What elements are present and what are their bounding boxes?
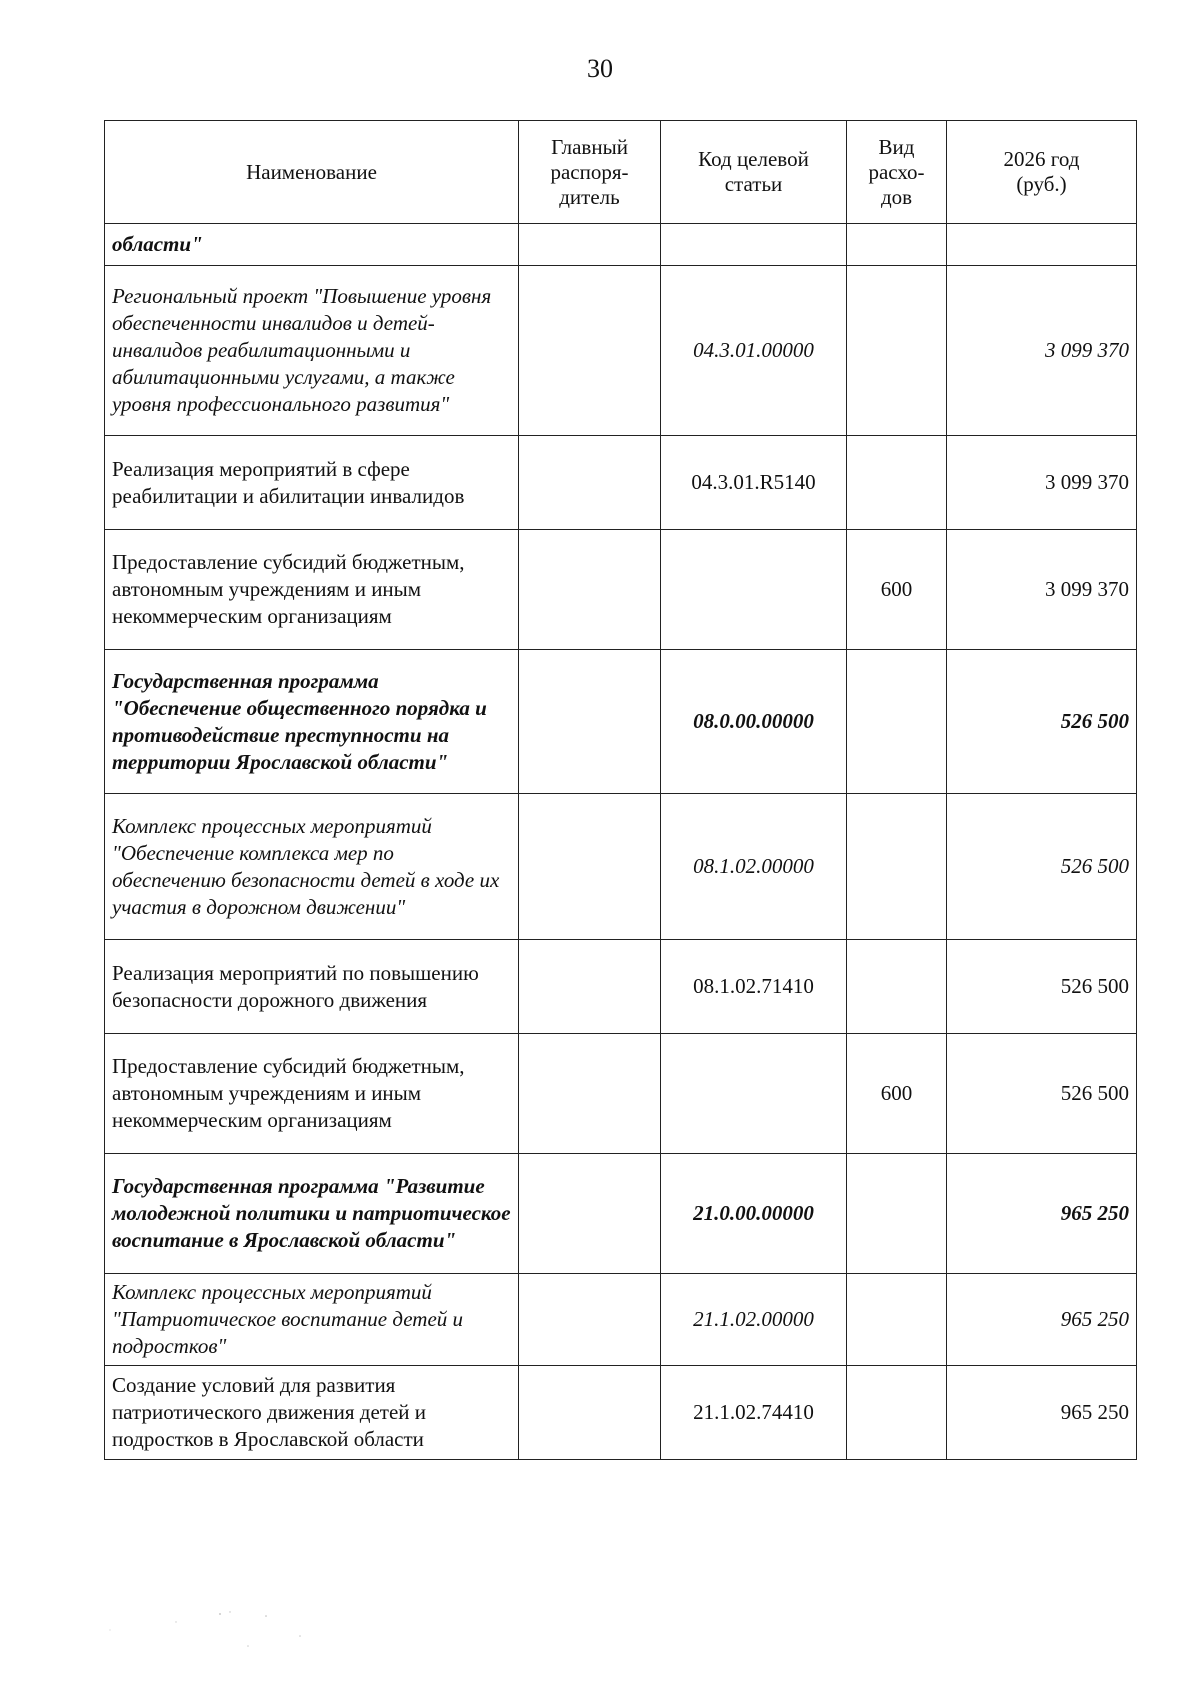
page-number: 30 — [587, 54, 613, 83]
cell-amount: 526 500 — [947, 940, 1137, 1034]
cell-code: 21.1.02.00000 — [661, 1274, 847, 1366]
cell-kind — [847, 1274, 947, 1366]
cell-manager — [519, 1154, 661, 1274]
cell-code: 21.1.02.74410 — [661, 1366, 847, 1460]
cell-amount: 3 099 370 — [947, 436, 1137, 530]
header-code — [661, 121, 847, 224]
cell-name: Создание условий для развития патриотического движения детей и подростков в Ярославской области — [105, 1366, 519, 1460]
table-header-row — [105, 121, 1137, 224]
cell-manager — [519, 940, 661, 1034]
cell-name: Реализация мероприятий в сфере реабилитации и абилитации инвалидов — [105, 436, 519, 530]
header-code-label: Код целевой статьи — [698, 147, 809, 196]
cell-manager — [519, 530, 661, 650]
cell-name: Региональный проект "Повышение уровня обеспеченности инвалидов и детей-инвалидов реабилитационными и абилитационными услугами, а также уровня профессионального развития" — [105, 266, 519, 436]
cell-manager — [519, 436, 661, 530]
table-row — [105, 940, 1137, 1034]
cell-amount: 965 250 — [947, 1366, 1137, 1460]
cell-code — [661, 224, 847, 266]
header-kind — [847, 121, 947, 224]
cell-amount: 526 500 — [947, 650, 1137, 794]
cell-name: Реализация мероприятий по повышению безопасности дорожного движения — [105, 940, 519, 1034]
cell-manager — [519, 1274, 661, 1366]
cell-kind — [847, 650, 947, 794]
header-manager-label: Главный распоря-дитель — [550, 134, 629, 209]
scan-specks — [80, 1600, 380, 1660]
budget-table — [104, 120, 1137, 1460]
cell-name: Комплекс процессных мероприятий "Патриотическое воспитание детей и подростков" — [105, 1274, 519, 1366]
cell-code: 08.0.00.00000 — [661, 650, 847, 794]
cell-code: 04.3.01.00000 — [661, 266, 847, 436]
cell-code — [661, 530, 847, 650]
cell-name: Предоставление субсидий бюджетным, автономным учреждениям и иным некоммерческим организациям — [105, 1034, 519, 1154]
cell-code: 08.1.02.71410 — [661, 940, 847, 1034]
cell-kind — [847, 266, 947, 436]
cell-manager — [519, 1366, 661, 1460]
cell-amount: 526 500 — [947, 1034, 1137, 1154]
table-row — [105, 1366, 1137, 1460]
table-row — [105, 1154, 1137, 1274]
cell-amount: 3 099 370 — [947, 266, 1137, 436]
cell-code: 04.3.01.R5140 — [661, 436, 847, 530]
table-row — [105, 1034, 1137, 1154]
cell-code: 08.1.02.00000 — [661, 794, 847, 940]
cell-manager — [519, 1034, 661, 1154]
cell-name: Государственная программа "Развитие молодежной политики и патриотическое воспитание в Ярославской области" — [105, 1154, 519, 1274]
cell-amount: 965 250 — [947, 1154, 1137, 1274]
header-amount-label: 2026 год (руб.) — [1003, 147, 1080, 196]
cell-name: Государственная программа "Обеспечение общественного порядка и противодействие преступности на территории Ярославской области" — [105, 650, 519, 794]
table-row — [105, 436, 1137, 530]
header-name: Наименование — [105, 121, 519, 224]
cell-manager — [519, 794, 661, 940]
cell-kind — [847, 436, 947, 530]
table-row — [105, 794, 1137, 940]
cell-manager — [519, 224, 661, 266]
header-kind-label: Вид расхо-дов — [868, 134, 925, 209]
table-body — [105, 224, 1137, 1460]
cell-amount: 965 250 — [947, 1274, 1137, 1366]
cell-name: Комплекс процессных мероприятий "Обеспечение комплекса мер по обеспечению безопасности детей в ходе их участия в дорожном движении" — [105, 794, 519, 940]
cell-manager — [519, 266, 661, 436]
table-row — [105, 266, 1137, 436]
cell-code: 21.0.00.00000 — [661, 1154, 847, 1274]
header-manager — [519, 121, 661, 224]
table-row — [105, 224, 1137, 266]
cell-kind — [847, 1366, 947, 1460]
cell-kind — [847, 940, 947, 1034]
cell-name: области" — [105, 224, 519, 266]
cell-kind: 600 — [847, 1034, 947, 1154]
cell-code — [661, 1034, 847, 1154]
table-row — [105, 530, 1137, 650]
cell-name: Предоставление субсидий бюджетным, автономным учреждениям и иным некоммерческим организациям — [105, 530, 519, 650]
table-row — [105, 650, 1137, 794]
cell-amount: 3 099 370 — [947, 530, 1137, 650]
cell-kind — [847, 794, 947, 940]
cell-kind — [847, 224, 947, 266]
cell-kind — [847, 1154, 947, 1274]
cell-amount — [947, 224, 1137, 266]
header-amount — [947, 121, 1137, 224]
table-row — [105, 1274, 1137, 1366]
cell-manager — [519, 650, 661, 794]
cell-kind: 600 — [847, 530, 947, 650]
cell-amount: 526 500 — [947, 794, 1137, 940]
